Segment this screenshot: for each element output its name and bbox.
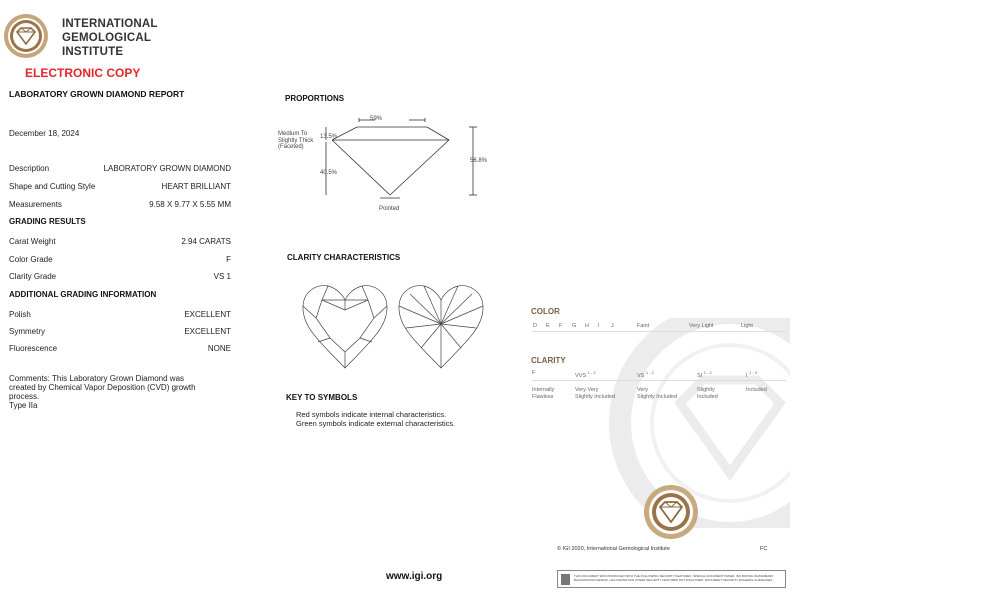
clarity-grade-i-text: I [746,372,748,379]
color-grade-g: G [572,323,577,329]
document-icon [561,574,570,585]
color-grade-f: F [559,323,563,329]
report-title: LABORATORY GROWN DIAMOND REPORT [9,89,185,99]
pavilion-percent: 40.5% [320,170,338,176]
grading-row-color [9,255,231,264]
color-grade-d: D [533,323,537,329]
detail-label: Measurements [9,200,62,209]
color-scale-rule [531,331,786,332]
comments-line: Comments: This Laboratory Grown Diamond was [9,374,185,383]
clarity-grade-si-range: 1 - 2 [703,370,712,375]
detail-row-description [9,164,231,173]
girdle-label [278,131,313,151]
clarity-desc-line: Slightly Included [637,393,678,400]
grading-results-heading: GRADING RESULTS [9,217,86,226]
clarity-grade-vvs-range: 1 - 2 [587,370,596,375]
clarity-grade-f: F [532,370,536,376]
detail-row-shape [9,182,231,191]
security-line: THIS DOCUMENT WAS PRODUCED WITH THE FOLLOWING SECURITY FEATURES: SPECIAL DOCUMENT PAPER, INK BOXING WATERMARK [574,575,774,579]
color-grade-e: E [546,323,550,329]
girdle-line: (Faceted) [278,144,304,150]
table-percent: 59% [370,116,383,122]
color-light: Light [741,323,753,329]
color-grade-h: H [585,323,589,329]
grading-label: Carat Weight [9,237,56,246]
igi-stamp-seal [643,484,699,540]
org-name-line1: INTERNATIONAL [62,18,158,30]
additional-value: EXCELLENT [184,310,231,319]
report-code: FC [760,546,768,552]
clarity-grade-i [746,370,757,379]
grading-value: VS 1 [213,272,231,281]
detail-value: LABORATORY GROWN DIAMOND [103,164,231,173]
clarity-grade-vvs-text: VVS [575,372,587,379]
grading-value: 2.94 CARATS [181,237,231,246]
heart-pavilion-view [396,282,486,372]
clarity-desc-if [532,387,554,400]
detail-value: 9.58 X 9.77 X 5.55 MM [149,200,231,209]
clarity-desc-line: Included [697,393,718,400]
grading-label: Color Grade [9,255,53,264]
clarity-desc-i: Included [746,387,767,393]
comments-line: created by Chemical Vapor Deposition (CVD) growth [9,383,196,392]
comments-block [9,374,239,410]
clarity-desc-line: Slightly Included [575,393,616,400]
clarity-characteristics-heading: CLARITY CHARACTERISTICS [287,253,401,262]
key-to-symbols-heading: KEY TO SYMBOLS [286,393,358,402]
security-features-text [574,575,773,583]
org-name-line3: INSTITUTE [62,46,124,58]
grading-row-clarity [9,272,231,281]
additional-label: Polish [9,310,31,319]
clarity-desc-si [697,387,718,400]
additional-info-heading: ADDITIONAL GRADING INFORMATION [9,290,157,299]
additional-label: Symmetry [9,327,45,336]
clarity-desc-line: Very Very [575,387,599,393]
proportions-diagram [275,110,505,220]
copyright-text: © IGI 2020, International Gemological Institute [557,546,670,552]
clarity-grade-vvs [575,370,596,379]
key-external-line: Green symbols indicate external characteristics. [296,419,456,428]
clarity-grade-si [697,370,712,379]
additional-row-symmetry [9,327,231,336]
comments-line: process. [9,392,40,401]
additional-row-fluorescence [9,344,231,353]
grading-label: Clarity Grade [9,272,57,281]
website-link[interactable]: www.igi.org [386,571,443,582]
clarity-desc-line: Flawless [532,393,554,400]
detail-label: Description [9,164,50,173]
grading-value: F [226,255,231,264]
additional-row-polish [9,310,231,319]
org-name [62,17,158,59]
additional-label: Fluorescence [9,344,58,353]
proportions-heading: PROPORTIONS [285,94,345,103]
grading-row-carat [9,237,231,246]
clarity-grade-vs-text: VS [637,372,645,379]
clarity-scale-rule [531,380,786,381]
clarity-grade-vs-range: 1 - 2 [645,370,654,375]
clarity-desc-vvs [575,387,615,400]
security-line: BACKGROUND DESIGN, HOLOGRAM AND OTHER SECURITY FEATURES NOT DISCLOSED. DOCUMENT SECURITY EXCEEDS GUIDELINES. [574,578,774,582]
girdle-line: Slightly Thick [278,137,314,144]
electronic-copy-label: ELECTRONIC COPY [25,66,141,80]
culet-label: Pointed [379,206,400,212]
clarity-desc-line: Slightly [697,387,715,393]
crown-percent: 13.5% [320,134,338,140]
girdle-line: Medium To [278,131,308,137]
clarity-grade-si-text: SI [697,372,703,379]
color-grade-j: J [611,323,614,329]
detail-row-measurements [9,200,231,209]
detail-value: HEART BRILLIANT [161,182,231,191]
depth-percent: 56.8% [470,158,488,164]
key-internal-line: Red symbols indicate internal characteristics. [296,410,447,419]
color-grade-i: I [598,323,600,329]
color-faint: Faint [637,323,650,329]
igi-seal-logo [3,13,49,59]
additional-value: NONE [207,344,231,353]
clarity-desc-line: Internally [532,387,555,393]
additional-value: EXCELLENT [184,327,231,336]
clarity-scale-heading: CLARITY [531,356,566,365]
report-date: December 18, 2024 [9,129,80,138]
comments-line: Type IIa [9,401,38,410]
color-very-light: Very Light [689,323,714,329]
color-scale-heading: COLOR [531,307,560,316]
security-features-box [557,570,786,588]
clarity-desc-vs [637,387,677,400]
clarity-grade-i-range: 1 - 3 [749,370,758,375]
org-name-line2: GEMOLOGICAL [62,32,152,44]
heart-crown-view [300,282,390,372]
detail-label: Shape and Cutting Style [9,182,96,191]
clarity-grade-vs [637,370,654,379]
clarity-desc-line: Very [637,387,649,393]
